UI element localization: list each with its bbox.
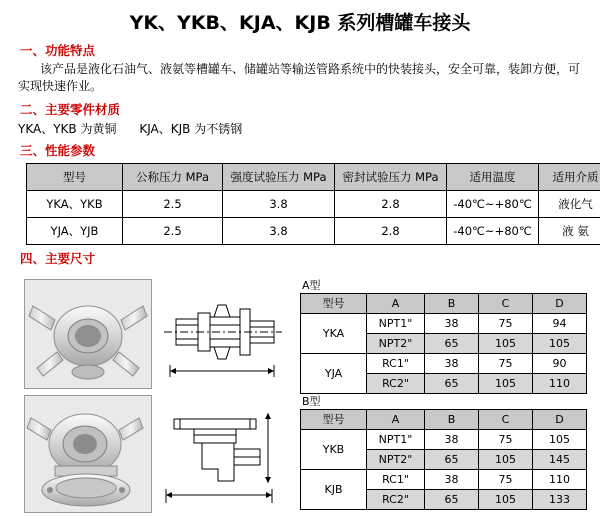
- table-header-row: [27, 163, 600, 190]
- section-heading-materials: 二、主要零件材质: [20, 100, 590, 118]
- dim-a-r2-c4: 90: [533, 353, 587, 373]
- dim-b-col-a: A: [367, 409, 425, 429]
- dim-a-r1-c1: NPT2": [367, 333, 425, 353]
- dim-b-r1-c2: 65: [425, 449, 479, 469]
- features-text-value: 该产品是液化石油气、液氨等槽罐车、储罐站等输送管路系统中的快装接头，安全可靠，装卸方便，可实现快速作业。: [18, 62, 580, 93]
- dim-b-r1-c1: NPT2": [367, 449, 425, 469]
- dim-a-r0-c2: 38: [425, 313, 479, 333]
- section-heading-dimensions: 四、主要尺寸: [20, 249, 590, 267]
- perf-col-medium: 适用介质: [539, 163, 600, 190]
- dim-b-r2-c1: RC1": [367, 469, 425, 489]
- dim-a-col-c: C: [479, 293, 533, 313]
- materials-text: YKA、YKB 为黄铜 KJA、KJB 为不锈钢: [18, 120, 590, 137]
- table-row: [301, 429, 587, 449]
- perf-r0-c0: YKA、YKB: [27, 190, 123, 217]
- dim-a-r3-c2: 65: [425, 373, 479, 393]
- section-heading-features: 一、功能特点: [20, 41, 590, 59]
- technical-drawing-type-a: [160, 279, 286, 389]
- dim-a-col-d: D: [533, 293, 587, 313]
- section-heading-performance: 三、性能参数: [20, 141, 590, 159]
- dim-b-col-d: D: [533, 409, 587, 429]
- perf-r0-c5: 液化气: [539, 190, 600, 217]
- dim-a-r1-c4: 105: [533, 333, 587, 353]
- table-row: [27, 217, 600, 244]
- dim-b-r2-c2: 38: [425, 469, 479, 489]
- table-header-row: [301, 409, 587, 429]
- dim-a-r0-c1: NPT1": [367, 313, 425, 333]
- perf-col-temperature: 适用温度: [447, 163, 539, 190]
- dim-b-r3-c1: RC2": [367, 489, 425, 509]
- performance-table: [26, 163, 600, 245]
- perf-r0-c3: 2.8: [335, 190, 447, 217]
- table-row: [301, 313, 587, 333]
- dim-a-r2-c2: 38: [425, 353, 479, 373]
- dim-b-r0-c1: NPT1": [367, 429, 425, 449]
- dim-a-r0-c4: 94: [533, 313, 587, 333]
- type-a-label: A型: [302, 277, 321, 293]
- dim-b-model-ykb: YKB: [301, 429, 367, 469]
- perf-r1-c5: 液 氨: [539, 217, 600, 244]
- perf-col-model: 型号: [27, 163, 123, 190]
- dim-b-col-b: B: [425, 409, 479, 429]
- dim-b-r3-c4: 133: [533, 489, 587, 509]
- dim-a-model-yja: YJA: [301, 353, 367, 393]
- dim-b-r1-c4: 145: [533, 449, 587, 469]
- dim-a-r2-c3: 75: [479, 353, 533, 373]
- dimension-table-type-b: [300, 409, 587, 510]
- dim-b-r0-c3: 75: [479, 429, 533, 449]
- dim-a-r3-c4: 110: [533, 373, 587, 393]
- perf-r1-c2: 3.8: [223, 217, 335, 244]
- product-photo-type-b: [24, 395, 152, 513]
- features-text: [18, 61, 590, 96]
- dimension-table-type-a: [300, 293, 587, 394]
- perf-col-seal-test: 密封试验压力 MPa: [335, 163, 447, 190]
- page-title: YK、YKB、KJA、KJB 系列槽罐车接头: [10, 8, 590, 35]
- dim-b-col-c: C: [479, 409, 533, 429]
- dim-a-col-model: 型号: [301, 293, 367, 313]
- dim-b-col-model: 型号: [301, 409, 367, 429]
- perf-r0-c4: -40℃~+80℃: [447, 190, 539, 217]
- dim-a-r3-c1: RC2": [367, 373, 425, 393]
- dim-b-model-kjb: KJB: [301, 469, 367, 509]
- dim-a-model-yka: YKA: [301, 313, 367, 353]
- dim-a-r0-c3: 75: [479, 313, 533, 333]
- dim-b-r0-c4: 105: [533, 429, 587, 449]
- table-header-row: [301, 293, 587, 313]
- dim-b-r2-c4: 110: [533, 469, 587, 489]
- perf-r1-c3: 2.8: [335, 217, 447, 244]
- technical-drawing-type-b: [160, 395, 286, 513]
- dimensions-area: [10, 271, 590, 521]
- perf-r0-c2: 3.8: [223, 190, 335, 217]
- type-b-label: B型: [302, 393, 321, 409]
- document-page: [0, 8, 600, 524]
- table-row: [27, 190, 600, 217]
- dim-b-r1-c3: 105: [479, 449, 533, 469]
- perf-r1-c0: YJA、YJB: [27, 217, 123, 244]
- dim-a-r2-c1: RC1": [367, 353, 425, 373]
- perf-r1-c1: 2.5: [123, 217, 223, 244]
- dim-b-r3-c2: 65: [425, 489, 479, 509]
- dim-a-r3-c3: 105: [479, 373, 533, 393]
- dim-a-r1-c2: 65: [425, 333, 479, 353]
- table-row: [301, 353, 587, 373]
- dim-b-r3-c3: 105: [479, 489, 533, 509]
- perf-col-nominal-pressure: 公称压力 MPa: [123, 163, 223, 190]
- perf-col-strength-test: 强度试验压力 MPa: [223, 163, 335, 190]
- table-row: [301, 469, 587, 489]
- dim-b-r2-c3: 75: [479, 469, 533, 489]
- dim-b-r0-c2: 38: [425, 429, 479, 449]
- dim-a-col-b: B: [425, 293, 479, 313]
- dim-a-r1-c3: 105: [479, 333, 533, 353]
- perf-r0-c1: 2.5: [123, 190, 223, 217]
- product-photo-type-a: [24, 279, 152, 389]
- dim-a-col-a: A: [367, 293, 425, 313]
- perf-r1-c4: -40℃~+80℃: [447, 217, 539, 244]
